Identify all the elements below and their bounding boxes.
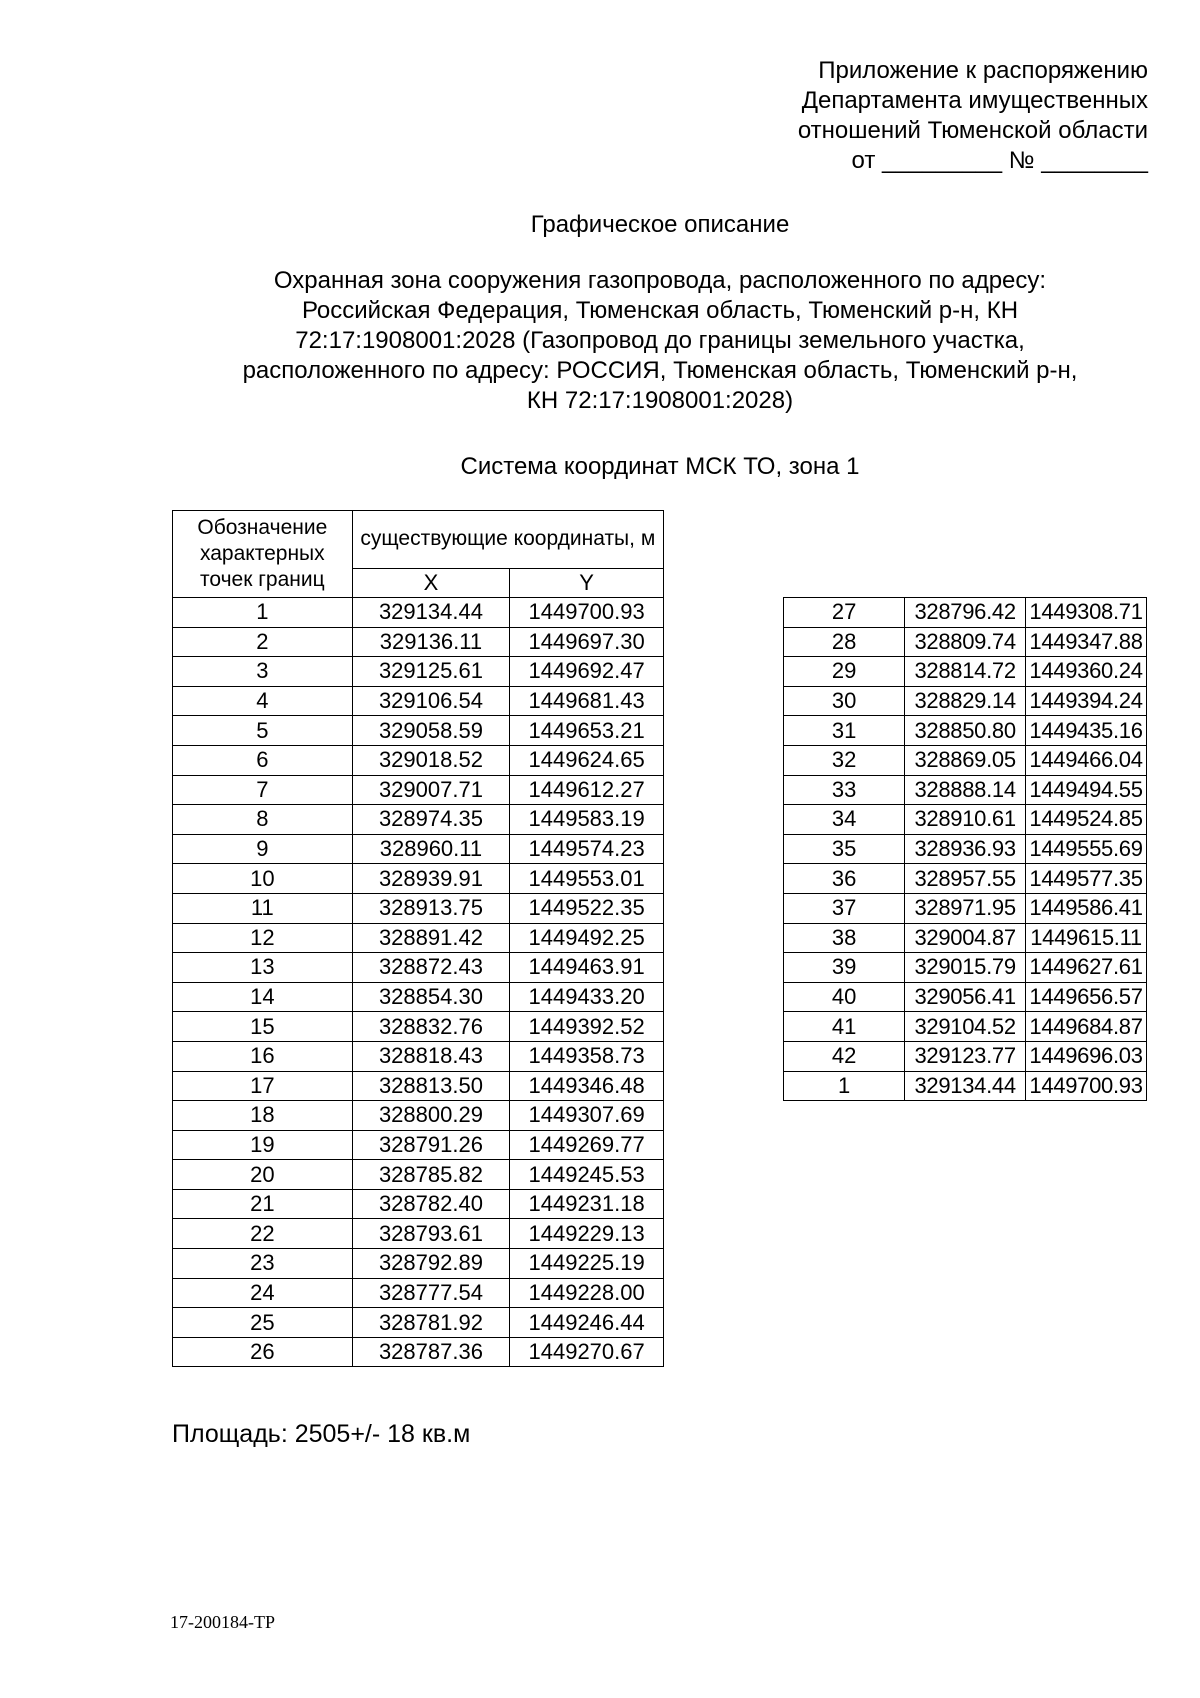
cell-point: 14 (173, 982, 353, 1012)
cell-x: 329134.44 (352, 598, 510, 628)
cell-point: 2 (173, 627, 353, 657)
cell-y: 1449463.91 (510, 953, 664, 983)
table-row (173, 1041, 664, 1071)
cell-x: 328957.55 (905, 864, 1026, 894)
table-row (784, 657, 1147, 687)
cell-point: 5 (173, 716, 353, 746)
description-line-1: Охранная зона сооружения газопровода, расположенного по адресу: (273, 267, 1047, 294)
cell-y: 1449494.55 (1026, 775, 1147, 805)
table-row (173, 1012, 664, 1042)
table-row (173, 598, 664, 628)
cell-y: 1449269.77 (510, 1130, 664, 1160)
cell-y: 1449433.20 (510, 982, 664, 1012)
cell-y: 1449700.93 (1026, 1071, 1147, 1101)
table-row (173, 627, 664, 657)
table-row (173, 1189, 664, 1219)
cell-y: 1449524.85 (1026, 805, 1147, 835)
table-row (173, 1071, 664, 1101)
cell-y: 1449577.35 (1026, 864, 1147, 894)
table-row (173, 686, 664, 716)
cell-point: 1 (173, 598, 353, 628)
cell-point: 24 (173, 1278, 353, 1308)
cell-x: 328971.95 (905, 893, 1026, 923)
cell-point: 15 (173, 1012, 353, 1042)
cell-y: 1449225.19 (510, 1249, 664, 1279)
cell-point: 25 (173, 1308, 353, 1338)
cell-x: 328891.42 (352, 923, 510, 953)
cell-x: 328813.50 (352, 1071, 510, 1101)
table-row (173, 805, 664, 835)
cell-point: 20 (173, 1160, 353, 1190)
cell-point: 16 (173, 1041, 353, 1071)
table-row (784, 982, 1147, 1012)
cell-x: 328792.89 (352, 1249, 510, 1279)
table-row (784, 745, 1147, 775)
table-row (784, 1041, 1147, 1071)
cell-x: 328910.61 (905, 805, 1026, 835)
coordinates-table-right (783, 597, 1147, 1101)
table-row (784, 1071, 1147, 1101)
cell-x: 328832.76 (352, 1012, 510, 1042)
cell-point: 19 (173, 1130, 353, 1160)
cell-x: 328814.72 (905, 657, 1026, 687)
cell-point: 9 (173, 834, 353, 864)
cell-x: 328785.82 (352, 1160, 510, 1190)
cell-point: 13 (173, 953, 353, 983)
cell-y: 1449229.13 (510, 1219, 664, 1249)
cell-point: 22 (173, 1219, 353, 1249)
cell-x: 328913.75 (352, 893, 510, 923)
cell-x: 328939.91 (352, 864, 510, 894)
cell-point: 3 (173, 657, 353, 687)
header-line-4: от _________ № ________ (851, 147, 1148, 174)
cell-y: 1449394.24 (1026, 686, 1147, 716)
cell-x: 328793.61 (352, 1219, 510, 1249)
cell-point: 1 (784, 1071, 905, 1101)
table-row (173, 657, 664, 687)
cell-y: 1449653.21 (510, 716, 664, 746)
area-value: Площадь: 2505+/- 18 кв.м (172, 1420, 471, 1448)
document-title: Графическое описание (530, 211, 790, 238)
cell-y: 1449681.43 (510, 686, 664, 716)
cell-y: 1449615.11 (1026, 923, 1147, 953)
cell-point: 8 (173, 805, 353, 835)
cell-x: 328829.14 (905, 686, 1026, 716)
header-line-2: Департамента имущественных (801, 87, 1148, 114)
table-row (173, 982, 664, 1012)
cell-point: 27 (784, 598, 905, 628)
cell-x: 329007.71 (352, 775, 510, 805)
cell-point: 6 (173, 745, 353, 775)
description-line-5: КН 72:17:1908001:2028) (526, 387, 794, 414)
table-row (173, 953, 664, 983)
cell-x: 329134.44 (905, 1071, 1026, 1101)
table-body-right (784, 598, 1147, 1101)
document-code: 17-200184-ТР (170, 1612, 275, 1632)
cell-y: 1449624.65 (510, 745, 664, 775)
cell-point: 38 (784, 923, 905, 953)
cell-point: 18 (173, 1101, 353, 1131)
cell-y: 1449586.41 (1026, 893, 1147, 923)
cell-point: 35 (784, 834, 905, 864)
cell-x: 328782.40 (352, 1189, 510, 1219)
cell-point: 36 (784, 864, 905, 894)
cell-point: 30 (784, 686, 905, 716)
cell-x: 329104.52 (905, 1012, 1026, 1042)
cell-y: 1449308.71 (1026, 598, 1147, 628)
cell-x: 329106.54 (352, 686, 510, 716)
cell-x: 329123.77 (905, 1041, 1026, 1071)
cell-x: 328936.93 (905, 834, 1026, 864)
cell-x: 329056.41 (905, 982, 1026, 1012)
cell-point: 29 (784, 657, 905, 687)
table-row (173, 775, 664, 805)
cell-y: 1449522.35 (510, 893, 664, 923)
cell-y: 1449358.73 (510, 1041, 664, 1071)
cell-x: 329004.87 (905, 923, 1026, 953)
table-row (784, 686, 1147, 716)
table-row (173, 1130, 664, 1160)
table-row (784, 923, 1147, 953)
table-row (173, 1160, 664, 1190)
cell-x: 328974.35 (352, 805, 510, 835)
cell-y: 1449700.93 (510, 598, 664, 628)
cell-y: 1449466.04 (1026, 745, 1147, 775)
cell-y: 1449228.00 (510, 1278, 664, 1308)
header-y: Y (510, 568, 664, 597)
header-x: X (352, 568, 510, 597)
description-line-3: 72:17:1908001:2028 (Газопровод до границы земельного участка, (295, 327, 1025, 354)
cell-x: 328809.74 (905, 627, 1026, 657)
cell-y: 1449696.03 (1026, 1041, 1147, 1071)
table-row (173, 864, 664, 894)
cell-x: 328791.26 (352, 1130, 510, 1160)
table-row (173, 1308, 664, 1338)
table-row (173, 834, 664, 864)
cell-x: 329058.59 (352, 716, 510, 746)
cell-point: 42 (784, 1041, 905, 1071)
table-body-left (173, 598, 664, 1367)
cell-y: 1449435.16 (1026, 716, 1147, 746)
cell-x: 329018.52 (352, 745, 510, 775)
table-row (784, 805, 1147, 835)
cell-y: 1449392.52 (510, 1012, 664, 1042)
cell-point: 31 (784, 716, 905, 746)
cell-y: 1449574.23 (510, 834, 664, 864)
coordinate-system: Система координат МСК ТО, зона 1 (460, 453, 860, 480)
cell-point: 39 (784, 953, 905, 983)
table-row (784, 627, 1147, 657)
cell-y: 1449360.24 (1026, 657, 1147, 687)
cell-point: 32 (784, 745, 905, 775)
cell-x: 329136.11 (352, 627, 510, 657)
cell-x: 328872.43 (352, 953, 510, 983)
cell-y: 1449656.57 (1026, 982, 1147, 1012)
cell-point: 28 (784, 627, 905, 657)
cell-x: 328869.05 (905, 745, 1026, 775)
cell-y: 1449246.44 (510, 1308, 664, 1338)
cell-y: 1449245.53 (510, 1160, 664, 1190)
table-row (784, 953, 1147, 983)
cell-x: 329015.79 (905, 953, 1026, 983)
cell-x: 328854.30 (352, 982, 510, 1012)
cell-point: 17 (173, 1071, 353, 1101)
cell-point: 11 (173, 893, 353, 923)
cell-y: 1449553.01 (510, 864, 664, 894)
cell-y: 1449697.30 (510, 627, 664, 657)
table-row (173, 745, 664, 775)
cell-point: 4 (173, 686, 353, 716)
table-row (173, 1101, 664, 1131)
cell-y: 1449692.47 (510, 657, 664, 687)
cell-point: 12 (173, 923, 353, 953)
cell-y: 1449627.61 (1026, 953, 1147, 983)
table-row (173, 923, 664, 953)
description-line-4: расположенного по адресу: РОССИЯ, Тюменская область, Тюменский р-н, (242, 357, 1078, 384)
cell-y: 1449583.19 (510, 805, 664, 835)
cell-y: 1449307.69 (510, 1101, 664, 1131)
cell-x: 328796.42 (905, 598, 1026, 628)
cell-point: 21 (173, 1189, 353, 1219)
approval-header (798, 56, 1148, 176)
cell-point: 40 (784, 982, 905, 1012)
cell-y: 1449270.67 (510, 1337, 664, 1367)
cell-y: 1449612.27 (510, 775, 664, 805)
table-row (784, 598, 1147, 628)
header-line-3: отношений Тюменской области (797, 117, 1148, 144)
cell-y: 1449684.87 (1026, 1012, 1147, 1042)
cell-x: 328777.54 (352, 1278, 510, 1308)
description-line-2: Российская Федерация, Тюменская область, Тюменский р-н, КН (301, 297, 1019, 324)
table-row (173, 716, 664, 746)
cell-y: 1449555.69 (1026, 834, 1147, 864)
header-point-designation: Обозначение характерных точек границ (173, 511, 353, 598)
cell-point: 10 (173, 864, 353, 894)
cell-x: 328818.43 (352, 1041, 510, 1071)
table-row (784, 775, 1147, 805)
cell-y: 1449346.48 (510, 1071, 664, 1101)
cell-point: 33 (784, 775, 905, 805)
cell-point: 23 (173, 1249, 353, 1279)
table-row (173, 1249, 664, 1279)
table-row (173, 1337, 664, 1367)
table-row (173, 1219, 664, 1249)
cell-x: 329125.61 (352, 657, 510, 687)
cell-x: 328781.92 (352, 1308, 510, 1338)
table-row (784, 893, 1147, 923)
table-row (784, 716, 1147, 746)
cell-x: 328850.80 (905, 716, 1026, 746)
cell-point: 26 (173, 1337, 353, 1367)
table-row (784, 834, 1147, 864)
cell-point: 34 (784, 805, 905, 835)
cell-point: 37 (784, 893, 905, 923)
table-row (173, 893, 664, 923)
header-existing-coordinates: существующие координаты, м (352, 511, 663, 569)
cell-y: 1449347.88 (1026, 627, 1147, 657)
cell-y: 1449492.25 (510, 923, 664, 953)
zone-description (0, 266, 1200, 416)
table-row (784, 864, 1147, 894)
table-row (173, 1278, 664, 1308)
cell-y: 1449231.18 (510, 1189, 664, 1219)
cell-x: 328787.36 (352, 1337, 510, 1367)
header-line-1: Приложение к распоряжению (818, 57, 1148, 84)
table-row (784, 1012, 1147, 1042)
coordinates-table-left (172, 510, 664, 1367)
cell-point: 41 (784, 1012, 905, 1042)
cell-x: 328800.29 (352, 1101, 510, 1131)
cell-x: 328888.14 (905, 775, 1026, 805)
cell-x: 328960.11 (352, 834, 510, 864)
cell-point: 7 (173, 775, 353, 805)
